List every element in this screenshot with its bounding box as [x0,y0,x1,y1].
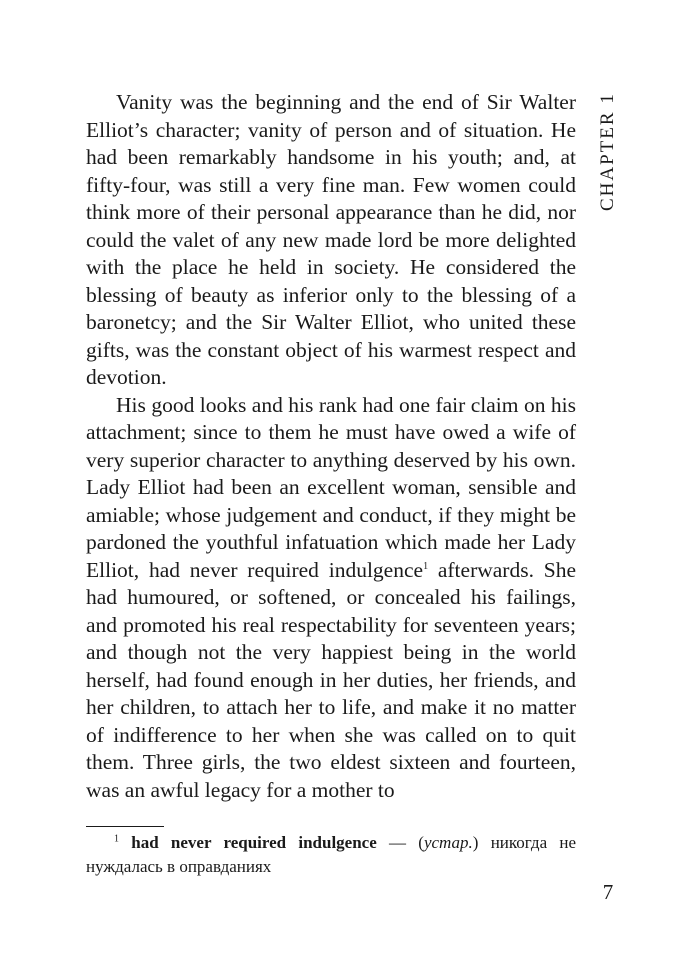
footnote-marker: 1 [114,833,119,845]
chapter-running-head: CHAPTER 1 [597,92,618,211]
page-number: 7 [602,880,614,904]
footnote [86,831,576,879]
footnote-close-paren: ) [472,833,491,852]
footnote-translation: никогда не нуждалась в оправданиях [86,833,577,876]
paragraph-1: Vanity was the beginning and the end of Sir Walter Elliot’s character; vanity of person and of situation. He had been remarkably handsome in his youth; and, at fifty-four, was still a very fine man. Few women could think more of their personal appearance than he did, nor could the valet of any new made lord be more delighted with the place he held in society. He considered the blessing of beauty as inferior only to the blessing of a baronetcy; and the Sir Walter Elliot, who united these gifts, was the constant object of his warmest respect and devotion. [86,90,576,389]
chapter-body-text [86,89,576,804]
footnote-dash: — ( [376,833,424,852]
paragraph-2-text-after-note: afterwards. She had humoured, or softened, or concealed his failings, and promoted his real respectability for seventeen years; and though not the very happiest being in the world herself, had found enough in her duties, her friends, and her children, to attach her to life, and make it no matter of indifference to her when she was called on to quit them. Three girls, the two eldest sixteen and fourteen, was an awful legacy for a mother to [86,557,576,802]
footnote-reference-marker[interactable]: 1 [423,560,429,572]
footnote-abbreviation: устар. [423,833,473,852]
paragraph-2 [86,392,576,805]
footnote-separator-rule [86,826,164,827]
footnote-term: had never required indulgence [131,833,377,852]
paragraph-2-text-before-note: His good looks and his rank had one fair claim on his attachment; since to them he must have owed a wife of very superior character to anything deserved by his own. Lady Elliot had been an excellent woman, sensible and amiable; whose judgement and conduct, if they might be pardoned the youthful infatuation which made her Lady Elliot, had never required indulgence [86,392,576,582]
